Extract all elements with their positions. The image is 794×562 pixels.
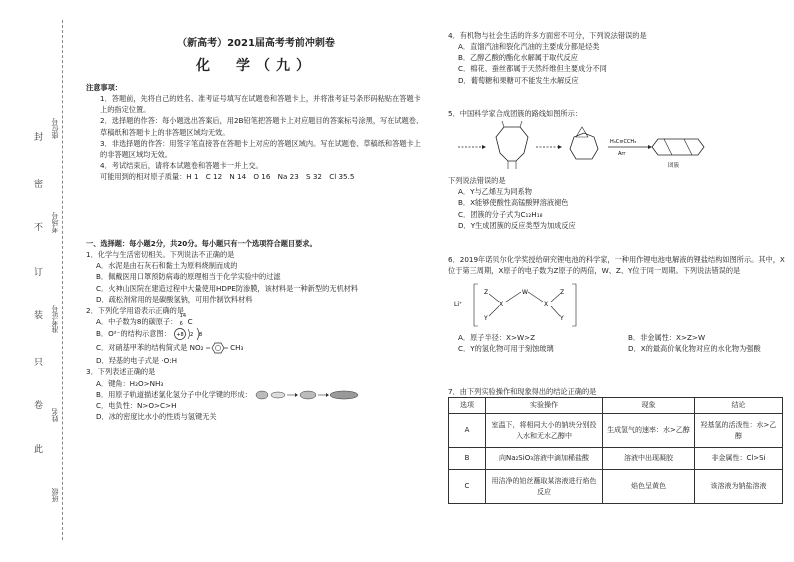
option: D．葡萄糖和果糖可不能发生水解反应 [458,75,579,85]
class-label: 班级 [51,488,59,502]
question-4 [448,30,788,86]
atomic-number: 6 [179,321,183,328]
table-cell: 该溶液为钠盐溶液 [695,470,783,504]
table-row [449,414,783,448]
atom-label: Z [484,289,489,297]
option-text: B．O²⁻的结构示意图： [96,329,171,339]
ticket-number-label: 准考证号 [51,305,59,333]
table-header: 选项 [449,398,486,414]
section-one [86,238,426,422]
option-text: B．用原子轨道描述氯化氢分子中化学键的形成： [96,389,252,399]
benzene-ring-icon [206,341,228,355]
option: D．X的最高价氧化物对应的水化物为强酸 [628,344,761,354]
seal-word: 卷 [34,401,44,411]
option: A．直馏汽油和裂化汽油的主要成分都是烃类 [458,42,600,52]
table-cell: 焰色呈黄色 [603,470,695,504]
nucleus-charge: +8 [176,332,184,339]
shell-count: 2 [190,332,194,339]
table-cell: C [449,470,486,504]
option: C．棉花、蚕丝都属于天然纤维但主要成分不同 [458,64,607,74]
table-cell: B [449,448,486,470]
table-header: 结论 [695,398,783,414]
table-header-row [449,398,783,414]
seat-number-label: 座位号 [51,118,59,139]
option-b [86,327,426,341]
product-label: 团簇 [668,163,680,170]
notice-item: 2．选择题的作答：每小题选出答案后，用2B铅笔把答题卡上对应题目的答案标号涂黑，写在试题卷、草稿纸和答题卡上的非答题区域均无效。 [100,116,424,137]
question-stem: 7．由下列实验操作和现象得出的结论正确的是 [448,387,597,396]
atom-label: Y [560,315,564,323]
section-heading: 一、选择题：每小题2分，共20分。每小题只有一个选项符合题目要求。 [86,239,317,248]
seal-word: 装 [34,311,44,321]
atom-label: Y [484,315,488,323]
shell-count: 8 [199,332,203,339]
seal-word: 订 [34,268,44,278]
option: D．疏松剂常用的是碳酸氢钠，可用作制饮料材料 [96,294,253,304]
notice-item: 3．非选择题的作答：用签字笔直接答在答题卡上对应的答题区域内。写在试题卷、草稿纸和答题卡上的非答题区域均无效。 [100,138,421,159]
table-row [449,470,783,504]
question-6 [448,254,788,355]
option: C．Y的氢化物可用于刻蚀玻璃 [458,344,554,354]
question-7 [448,386,788,504]
name-label: 姓名 [51,408,59,422]
option: D．Y生成团簇的反应类型为加成反应 [458,220,576,230]
option: B．X能够使酸性高锰酸钾溶液褪色 [458,198,569,208]
table-row [449,448,783,470]
nitro-group: NO₂ [189,343,204,353]
notice-heading: 注意事项： [86,83,122,92]
atom-label: X [499,301,504,309]
mass-number: 14 [179,313,187,320]
exam-room-label: 考场号 [51,212,59,233]
notice-item: 4．考试结束后，请将本试题卷和答题卡一并上交。 [100,161,263,171]
question-stem: 4．有机物与社会生活的许多方面密不可分，下列说法错误的是 [448,31,647,40]
option: A．原子半径：X>W>Z [458,333,536,343]
notice-item: 1．答题前，先将自己的姓名、准考证号填写在试题卷和答题卡上，并将准考证号条形码粘贴在答题卡上的指定位置。 [100,94,421,115]
element-symbol: C [187,317,193,327]
hydroxyl-electron-formula: ·O:H [161,356,177,366]
atom-label: Z [560,289,565,297]
option: D．冰的密度比水小的性质与氢键无关 [96,412,217,422]
binding-margin [0,0,75,562]
seal-word: 封 [34,133,44,143]
question-stem: 3．下列表述正确的是 [86,367,156,377]
option-d [86,355,426,366]
experiment-table [448,397,783,504]
exam-title: （新高考）2021届高考考前冲刺卷 [177,38,335,49]
option-text: A．中子数为8的碳原子： [96,317,178,327]
option-text: D．羟基的电子式是 [96,356,160,366]
option: C．电负性：N>O>C>H [96,400,177,410]
question-prompt: 下列说法错误的是 [448,176,506,186]
seal-word: 密 [34,180,44,190]
table-cell: 溶液中出现凝胶 [603,448,695,470]
reagent-condition: Arr [618,151,626,158]
question-stem: 6．2019年诺贝尔化学奖授给研究锂电池的科学家，一种用作锂电池电解液的锂盐结构如图所示。其中，X位于第三周期，X原子的电子数为Z原子的两倍，W、Z、Y位于同一周期。下列说法错误的是 [448,255,785,276]
table-header: 实验操作 [486,398,603,414]
table-cell: 向Na₂SiO₃溶液中滴加稀盐酸 [486,448,603,470]
question-stem: 1．化学与生活密切相关。下列说法不正确的是 [86,250,235,260]
question-stem: 5．中国科学家合成团簇的路线如图所示： [448,109,582,118]
option: B．非金属性：X>Z>W [628,333,706,343]
option-c [86,341,426,355]
methyl-group: CH₃ [230,343,244,353]
synthesis-route-diagram [458,119,758,175]
option-b [86,389,426,400]
seal-word: 此 [34,445,44,455]
exam-subtitle: 化 学（九） [196,58,316,74]
option-row [448,343,788,354]
table-cell: 生成氢气的速率：水>乙醇 [603,414,695,448]
reagent-label: H₃C≡CCH₃ [610,139,637,146]
table-cell: 非金属性：Cl>Si [695,448,783,470]
option: B．乙醇乙酸的酯化水解属于取代反应 [458,53,578,63]
option: B．佩戴医用口罩预防病毒的原理相当于化学实验中的过滤 [96,272,281,282]
atomic-masses: 可能用到的相对原子质量：H 1 C 12 N 14 O 16 Na 23 S 32 Cl 35.5 [100,172,355,182]
atom-label: X [544,301,549,309]
orbital-overlap-diagram [254,390,364,400]
option: A．键角：H₂O>NH₃ [96,378,164,388]
seal-line [62,20,63,540]
option: A．Y与乙烯互为同系物 [458,187,532,197]
option: C．火神山医院在建造过程中大量使用HDPE防渗膜，该材料是一种新型的无机材料 [96,283,359,293]
option-text: C．对硝基甲苯的结构简式是 [96,343,188,353]
atom-label: W [522,289,528,297]
option: C．团簇的分子式为C₁₂H₁₈ [458,209,543,219]
question-5 [448,108,788,231]
table-cell: 用洁净的铂丝蘸取某溶液进行焰色反应 [486,470,603,504]
nuclide-symbol [179,313,193,328]
lithium-salt-structure [454,276,594,332]
ion-structure-diagram [173,327,213,341]
table-cell: 羟基氢的活泼性：水>乙醇 [695,414,783,448]
question-stem: 2．下列化学用语表示正确的是 [86,305,185,315]
option-a [86,313,426,328]
seal-word: 不 [34,223,44,233]
notice-block [86,82,426,182]
table-header: 现象 [603,398,695,414]
option: A．水泥是由石灰石和黏土为原料烧制而成的 [96,261,238,271]
table-cell: 室温下，将相同大小的钠块分别投入水和无水乙醇中 [486,414,603,448]
option-row [448,332,788,343]
lithium-ion-label: Li⁺ [454,301,463,309]
seal-word: 只 [34,358,44,368]
table-cell: A [449,414,486,448]
